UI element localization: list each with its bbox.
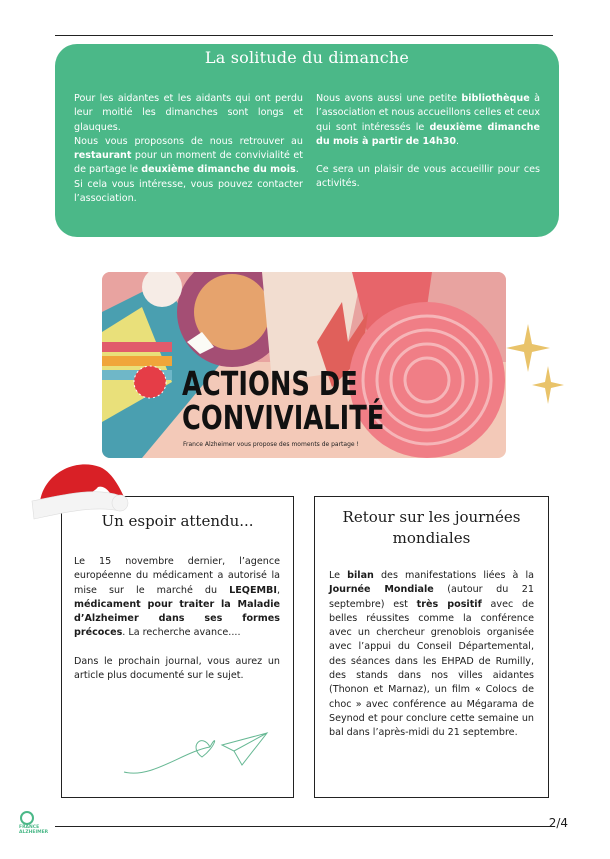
solitude-paragraph xyxy=(74,92,303,135)
journees-section xyxy=(314,496,549,798)
text-run: deuxième dimanche du mois à partir de 14h30 xyxy=(316,121,540,147)
convivialite-banner xyxy=(102,272,506,458)
banner-title-line1: ACTIONS DE xyxy=(182,364,358,403)
text-run: Ce sera un plaisir de vous accueillir pour ces activités. xyxy=(316,164,540,190)
text-run: des manifestations liées à la xyxy=(373,570,534,581)
text-run: très positif xyxy=(416,598,482,610)
banner-title-line2: CONVIVIALITÉ xyxy=(182,398,385,437)
text-run: Le 15 novembre dernier, l’agence européenne du médicament a autorisé la mise sur le marché du xyxy=(74,556,280,596)
journees-title: Retour sur les journées mondiales xyxy=(342,508,521,547)
text-run: pour un moment de convivialité et de partage le xyxy=(74,150,303,176)
text-run: deuxième dimanche du mois xyxy=(141,164,296,176)
paragraph xyxy=(74,555,280,641)
text-run: restaurant xyxy=(74,150,132,162)
espoir-section xyxy=(61,496,294,798)
espoir-title: Un espoir attendu... xyxy=(101,512,254,530)
solitude-paragraph xyxy=(316,163,540,192)
text-run: bilan xyxy=(347,570,374,581)
text-run: (autour du 21 septembre) est xyxy=(329,584,534,610)
text-run: . xyxy=(295,164,299,176)
solitude-paragraph xyxy=(316,92,540,149)
espoir-text xyxy=(74,555,280,683)
text-run: médicament pour traiter la Maladie d’Alzheimer dans ses formes précoces xyxy=(74,598,280,639)
page-number: 2/4 xyxy=(548,816,568,830)
text-run: . xyxy=(456,135,460,147)
text-run: bibliothèque xyxy=(461,93,530,104)
text-run: Le xyxy=(329,570,348,581)
paragraph xyxy=(329,569,534,741)
santa-hat-icon xyxy=(22,455,132,530)
solitude-section xyxy=(55,44,559,237)
text-run: . La recherche avance.... xyxy=(122,627,241,639)
text-run: Si cela vous intéresse, vous pouvez contacter l’association. xyxy=(74,178,303,205)
top-rule xyxy=(55,35,553,36)
text-run: Nous avons aussi une petite xyxy=(316,93,462,104)
banner-subtitle: France Alzheimer vous propose des moments de partage ! xyxy=(183,441,359,448)
text-run: Journée Mondiale xyxy=(329,584,434,596)
bottom-rule xyxy=(55,826,553,827)
text-run: LEQEMBI xyxy=(229,584,277,596)
logo-text: FRANCE ALZHEIMER xyxy=(19,825,49,835)
logo-icon xyxy=(19,811,35,825)
journees-text xyxy=(329,569,534,741)
solitude-title: La solitude du dimanche xyxy=(204,48,410,67)
paragraph xyxy=(74,655,280,684)
text-run: à l’association et nous accueillons celles et ceux qui sont intéressés le xyxy=(316,93,541,133)
text-run: , xyxy=(276,584,280,596)
heart-plane-doodle-icon xyxy=(122,727,272,782)
solitude-right-text xyxy=(316,92,540,192)
solitude-paragraph xyxy=(74,178,303,207)
france-alzheimer-logo xyxy=(17,811,55,847)
solitude-left-text xyxy=(74,92,303,206)
sparkle-stars-icon xyxy=(506,322,576,417)
solitude-paragraph xyxy=(74,135,303,178)
text-run: Nous vous proposons de nous retrouver au xyxy=(74,135,303,147)
text-run: Dans le prochain journal, vous aurez un article plus documenté sur le sujet. xyxy=(74,655,280,682)
text-run: Pour les aidantes et les aidants qui ont perdu leur moitié les dimanches sont longs et glauques. xyxy=(74,93,303,133)
text-run: avec de belles réussites comme la conférence avec un chercheur grenoblois organisée avec l’appui du Conseil Départemental, des séances dans les EHPAD de Rumilly, des stands dans nos villes aidantes (Thonon et Marnaz), un film « Colocs de choc » avec conférence au Mégarama de Seynod et pour conclure cette semaine un bal dans l’après-midi du 21 septembre. xyxy=(329,598,534,739)
